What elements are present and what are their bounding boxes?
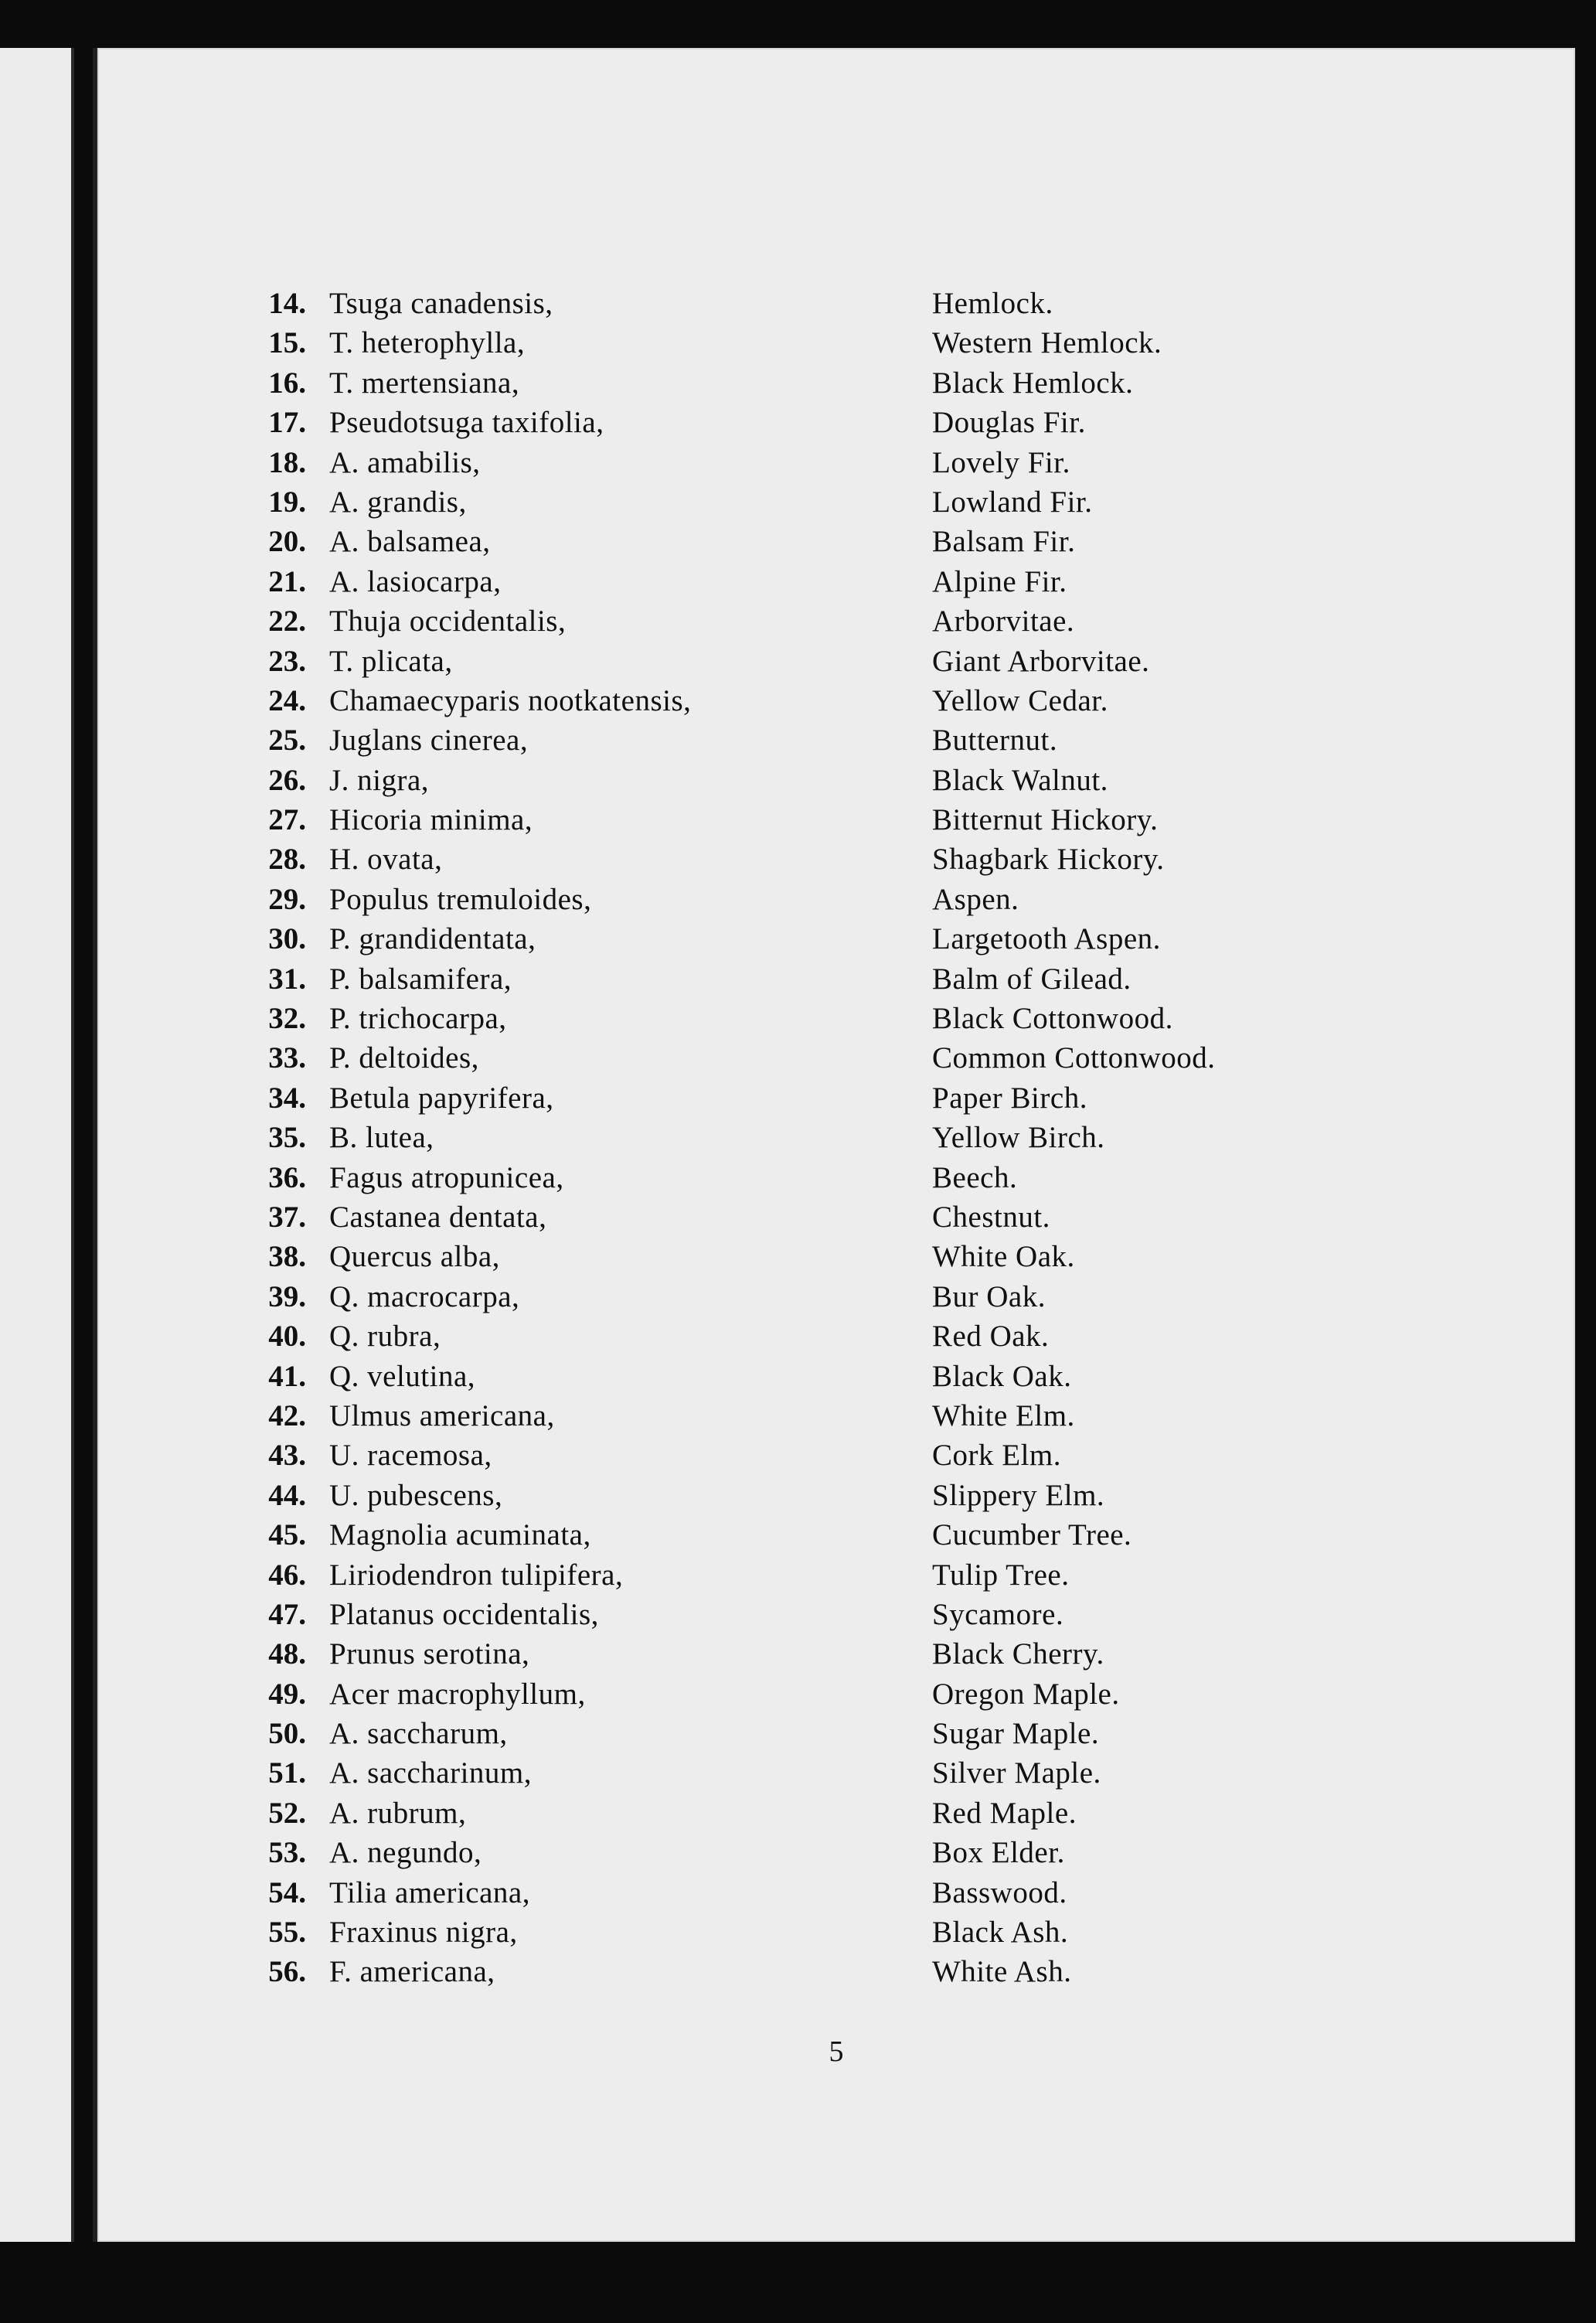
list-item [252, 1634, 1458, 1674]
entry-number: 21. [268, 564, 306, 598]
common-name: Silver Maple. [932, 1756, 1101, 1790]
entry-number: 41. [268, 1359, 306, 1393]
scientific-name: Fagus atropunicea, [329, 1160, 564, 1194]
common-name: Slippery Elm. [932, 1478, 1105, 1512]
common-name: Douglas Fir. [932, 406, 1086, 440]
common-name: Tulip Tree. [932, 1558, 1070, 1592]
list-item [252, 1714, 1458, 1753]
common-name: White Elm. [932, 1398, 1075, 1432]
scientific-name: P. balsamifera, [329, 962, 512, 996]
list-item [252, 1396, 1458, 1436]
list-item [252, 482, 1458, 522]
common-name: Bitternut Hickory. [932, 803, 1159, 837]
common-name: Red Maple. [932, 1796, 1077, 1830]
common-name: Black Cherry. [932, 1637, 1104, 1671]
entry-number: 39. [268, 1279, 306, 1313]
scientific-name: A. lasiocarpa, [329, 564, 502, 598]
scientific-name: Tsuga canadensis, [329, 287, 553, 320]
list-item [252, 880, 1458, 919]
scientific-name: P. grandidentata, [329, 922, 536, 956]
list-item [252, 443, 1458, 482]
scientific-name: Prunus serotina, [329, 1637, 530, 1671]
common-name: Chestnut. [932, 1200, 1050, 1234]
entry-number: 51. [268, 1756, 306, 1790]
list-item [252, 959, 1458, 999]
common-name: Largetooth Aspen. [932, 922, 1161, 956]
list-item [252, 1833, 1458, 1872]
scientific-name: A. balsamea, [329, 525, 491, 559]
common-name: Butternut. [932, 724, 1058, 758]
common-name: White Oak. [932, 1240, 1075, 1274]
list-item [252, 1873, 1458, 1913]
list-item [252, 1078, 1458, 1118]
common-name: Arborvitae. [932, 605, 1075, 639]
scientific-name: T. plicata, [329, 644, 453, 678]
page-number: 5 [829, 2035, 844, 2068]
entry-number: 43. [268, 1439, 306, 1473]
scientific-name: Pseudotsuga taxifolia, [329, 406, 604, 440]
list-item [252, 720, 1458, 760]
scientific-name: H. ovata, [329, 843, 443, 877]
facing-page-edge [0, 48, 74, 2242]
list-item [252, 1197, 1458, 1237]
common-name: Western Hemlock. [932, 326, 1162, 360]
common-name: Alpine Fir. [932, 564, 1067, 598]
document-page [93, 48, 1575, 2242]
scientific-name: Magnolia acuminata, [329, 1518, 591, 1552]
entry-number: 15. [268, 326, 306, 360]
list-item [252, 601, 1458, 641]
entry-number: 47. [268, 1597, 306, 1631]
common-name: Hemlock. [932, 287, 1053, 320]
entry-number: 17. [268, 406, 306, 440]
list-item [252, 1038, 1458, 1078]
common-name: Balsam Fir. [932, 525, 1076, 559]
scientific-name: A. saccharinum, [329, 1756, 532, 1790]
tree-species-list [252, 284, 1458, 1992]
entry-number: 52. [268, 1796, 306, 1830]
scientific-name: Castanea dentata, [329, 1200, 547, 1234]
scientific-name: P. trichocarpa, [329, 1002, 507, 1036]
scientific-name: A. rubrum, [329, 1796, 467, 1830]
scientific-name: J. nigra, [329, 763, 430, 797]
list-item [252, 1237, 1458, 1276]
list-item [252, 1952, 1458, 1991]
common-name: Sycamore. [932, 1597, 1064, 1631]
entry-number: 56. [268, 1955, 306, 1989]
list-item [252, 1118, 1458, 1157]
common-name: Lovely Fir. [932, 445, 1070, 479]
common-name: Shagbark Hickory. [932, 843, 1165, 877]
list-item [252, 1515, 1458, 1555]
common-name: Giant Arborvitae. [932, 644, 1150, 678]
entry-number: 18. [268, 445, 306, 479]
common-name: Lowland Fir. [932, 485, 1093, 519]
entry-number: 45. [268, 1518, 306, 1552]
common-name: Black Hemlock. [932, 366, 1134, 400]
list-item [252, 363, 1458, 403]
entry-number: 53. [268, 1836, 306, 1870]
entry-number: 20. [268, 525, 306, 559]
common-name: Yellow Birch. [932, 1121, 1105, 1155]
scientific-name: Chamaecyparis nootkatensis, [329, 683, 692, 717]
list-item [252, 800, 1458, 840]
entry-number: 37. [268, 1200, 306, 1234]
common-name: Black Cottonwood. [932, 1002, 1173, 1036]
list-item [252, 1793, 1458, 1833]
common-name: Box Elder. [932, 1836, 1065, 1870]
scientific-name: Ulmus americana, [329, 1398, 555, 1432]
common-name: Beech. [932, 1160, 1018, 1194]
common-name: Basswood. [932, 1875, 1067, 1909]
entry-number: 38. [268, 1240, 306, 1274]
list-item [252, 681, 1458, 720]
entry-number: 16. [268, 366, 306, 400]
common-name: White Ash. [932, 1955, 1072, 1989]
list-item [252, 522, 1458, 561]
common-name: Cork Elm. [932, 1439, 1061, 1473]
common-name: Yellow Cedar. [932, 683, 1108, 717]
scientific-name: Thuja occidentalis, [329, 605, 567, 639]
common-name: Balm of Gilead. [932, 962, 1131, 996]
entry-number: 44. [268, 1478, 306, 1512]
entry-number: 35. [268, 1121, 306, 1155]
list-item [252, 284, 1458, 323]
scientific-name: T. mertensiana, [329, 366, 520, 400]
entry-number: 36. [268, 1160, 306, 1194]
scientific-name: A. negundo, [329, 1836, 482, 1870]
scientific-name: Quercus alba, [329, 1240, 500, 1274]
common-name: Cucumber Tree. [932, 1518, 1132, 1552]
list-item [252, 1913, 1458, 1952]
scientific-name: Acer macrophyllum, [329, 1677, 586, 1711]
list-item [252, 1753, 1458, 1793]
list-item [252, 1357, 1458, 1396]
scientific-name: Fraxinus nigra, [329, 1916, 518, 1950]
scientific-name: U. pubescens, [329, 1478, 503, 1512]
list-item [252, 919, 1458, 959]
list-item [252, 323, 1458, 363]
entry-number: 32. [268, 1002, 306, 1036]
common-name: Black Oak. [932, 1359, 1072, 1393]
list-item [252, 761, 1458, 800]
entry-number: 33. [268, 1041, 306, 1075]
entry-number: 29. [268, 882, 306, 916]
scientific-name: Q. macrocarpa, [329, 1279, 520, 1313]
scientific-name: Platanus occidentalis, [329, 1597, 599, 1631]
scientific-name: P. deltoides, [329, 1041, 479, 1075]
entry-number: 55. [268, 1916, 306, 1950]
entry-number: 54. [268, 1875, 306, 1909]
list-item [252, 840, 1458, 879]
entry-number: 40. [268, 1320, 306, 1354]
list-item [252, 999, 1458, 1038]
scientific-name: Juglans cinerea, [329, 724, 529, 758]
list-item [252, 1316, 1458, 1356]
scientific-name: B. lutea, [329, 1121, 434, 1155]
common-name: Sugar Maple. [932, 1717, 1100, 1751]
entry-number: 24. [268, 683, 306, 717]
common-name: Aspen. [932, 882, 1019, 916]
list-item [252, 1277, 1458, 1316]
entry-number: 48. [268, 1637, 306, 1671]
entry-number: 34. [268, 1081, 306, 1115]
entry-number: 49. [268, 1677, 306, 1711]
entry-number: 22. [268, 605, 306, 639]
scientific-name: Populus tremuloides, [329, 882, 592, 916]
scientific-name: F. americana, [329, 1955, 495, 1989]
common-name: Red Oak. [932, 1320, 1050, 1354]
entry-number: 27. [268, 803, 306, 837]
common-name: Black Ash. [932, 1916, 1069, 1950]
list-item [252, 562, 1458, 601]
scientific-name: A. saccharum, [329, 1717, 508, 1751]
list-item [252, 1674, 1458, 1714]
scientific-name: Betula papyrifera, [329, 1081, 554, 1115]
common-name: Paper Birch. [932, 1081, 1087, 1115]
entry-number: 14. [268, 287, 306, 320]
list-item [252, 1436, 1458, 1475]
entry-number: 25. [268, 724, 306, 758]
scientific-name: A. grandis, [329, 485, 467, 519]
list-item [252, 642, 1458, 681]
entry-number: 50. [268, 1717, 306, 1751]
scientific-name: Q. velutina, [329, 1359, 476, 1393]
scientific-name: Tilia americana, [329, 1875, 530, 1909]
entry-number: 28. [268, 843, 306, 877]
entry-number: 31. [268, 962, 306, 996]
common-name: Oregon Maple. [932, 1677, 1120, 1711]
common-name: Common Cottonwood. [932, 1041, 1216, 1075]
scientific-name: Q. rubra, [329, 1320, 441, 1354]
scientific-name: T. heterophylla, [329, 326, 526, 360]
entry-number: 30. [268, 922, 306, 956]
entry-number: 23. [268, 644, 306, 678]
entry-number: 19. [268, 485, 306, 519]
scientific-name: A. amabilis, [329, 445, 481, 479]
scientific-name: U. racemosa, [329, 1439, 492, 1473]
list-item [252, 1555, 1458, 1595]
common-name: Black Walnut. [932, 763, 1108, 797]
scientific-name: Liriodendron tulipifera, [329, 1558, 624, 1592]
entry-number: 26. [268, 763, 306, 797]
list-item [252, 1476, 1458, 1515]
scientific-name: Hicoria minima, [329, 803, 533, 837]
common-name: Bur Oak. [932, 1279, 1046, 1313]
list-item [252, 1158, 1458, 1197]
list-item [252, 403, 1458, 442]
list-item [252, 1595, 1458, 1634]
entry-number: 46. [268, 1558, 306, 1592]
entry-number: 42. [268, 1398, 306, 1432]
